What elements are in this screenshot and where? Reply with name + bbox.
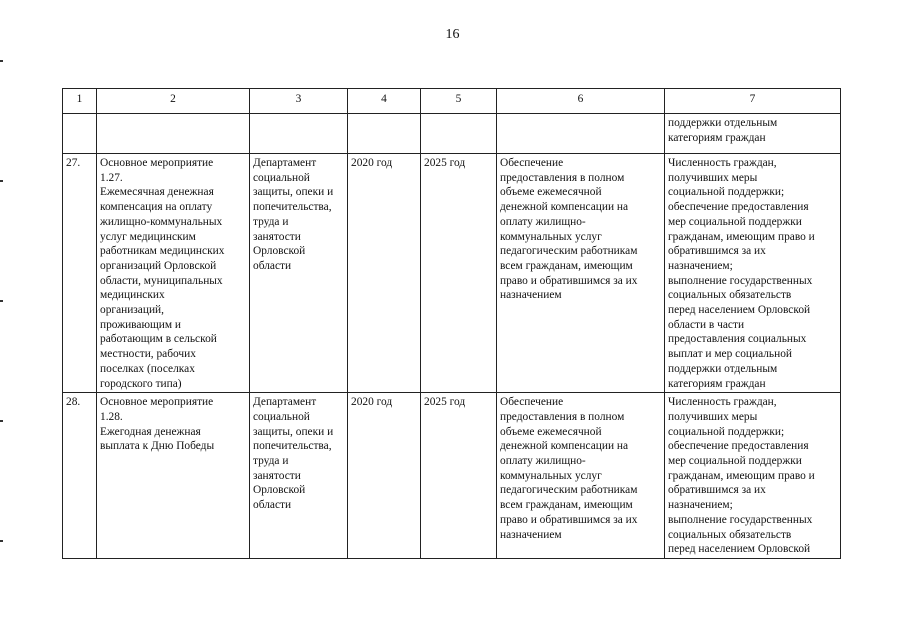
column-number-1: 1 — [63, 89, 97, 114]
column-number-2: 2 — [97, 89, 250, 114]
end-year-cell — [421, 114, 497, 154]
responsible-cell — [250, 393, 348, 559]
responsible-executor: Департамент социальной защиты, опеки и попечительства, труда и занятости Орловской области — [253, 396, 334, 512]
row-number-cell — [63, 393, 97, 559]
column-number-4: 4 — [348, 89, 421, 114]
scan-edge-marks — [0, 0, 3, 640]
start-year: 2020 год — [351, 396, 393, 409]
end-year: 2025 год — [424, 396, 466, 409]
end-year-cell — [421, 154, 497, 393]
expected-result-cell — [497, 114, 665, 154]
column-number-3: 3 — [250, 89, 348, 114]
row-number-cell — [63, 114, 97, 154]
responsible-cell — [250, 114, 348, 154]
row-number: 27. — [66, 157, 81, 169]
expected-result: Обеспечение предоставления в полном объеме ежемесячной денежной компенсации на оплату жилищно- коммунальных услуг педагогическим работникам всем гражданам, имеющим право и обратившимся за их назначением — [500, 396, 638, 541]
measure-name: Основное мероприятие 1.27. Ежемесячная денежная компенсация на оплату жилищно-коммунальных услуг медицинским работникам медицинских организаций Орловской области, муниципальных медицинских организаций, проживающим и работающим в сельской местности, рабочих поселках (поселках городского типа) — [100, 157, 225, 390]
table-row-continuation — [63, 114, 841, 154]
expected-result-cell — [497, 393, 665, 559]
indicator-cell — [665, 114, 841, 154]
row-number-cell — [63, 154, 97, 393]
indicator-text: поддержки отдельным категориям граждан — [668, 117, 778, 144]
measure-name: Основное мероприятие 1.28. Ежегодная денежная выплата к Дню Победы — [100, 396, 215, 453]
indicator-text: Численность граждан, получивших меры социальной поддержки; обеспечение предоставления мер социальной поддержки гражданам, имеющим право и обратившимся за их назначением; выполнение государственных социальных обязательств перед населением Орловской — [668, 396, 815, 556]
responsible-executor: Департамент социальной защиты, опеки и попечительства, труда и занятости Орловской области — [253, 157, 334, 272]
row-number: 28. — [66, 396, 81, 409]
start-year-cell — [348, 114, 421, 154]
responsible-cell — [250, 154, 348, 393]
table-row-27 — [63, 154, 841, 393]
expected-result-cell — [497, 154, 665, 393]
end-year: 2025 год — [424, 157, 466, 169]
measure-name-cell — [97, 114, 250, 154]
expected-result: Обеспечение предоставления в полном объеме ежемесячной денежной компенсации на оплату жилищно- коммунальных услуг педагогическим работникам всем гражданам, имеющим право и обратившимся за их назначением — [500, 157, 638, 302]
measure-name-cell — [97, 154, 250, 393]
indicator-cell — [665, 154, 841, 393]
column-number-7: 7 — [665, 89, 841, 114]
column-number-5: 5 — [421, 89, 497, 114]
column-number-6: 6 — [497, 89, 665, 114]
end-year-cell — [421, 393, 497, 559]
table-header-row — [63, 89, 841, 114]
indicator-cell — [665, 393, 841, 559]
start-year: 2020 год — [351, 157, 393, 169]
measures-table — [62, 88, 841, 559]
start-year-cell — [348, 393, 421, 559]
start-year-cell — [348, 154, 421, 393]
page-number: 16 — [445, 27, 460, 42]
table-row-28 — [63, 393, 841, 559]
measure-name-cell — [97, 393, 250, 559]
indicator-text: Численность граждан, получивших меры социальной поддержки; обеспечение предоставления мер социальной поддержки гражданам, имеющим право и обратившимся за их назначением; выполнение государственных социальных обязательств перед населением Орловской области в части предоставления социальных выплат и мер социальной поддержки отдельным категориям граждан — [668, 157, 815, 390]
